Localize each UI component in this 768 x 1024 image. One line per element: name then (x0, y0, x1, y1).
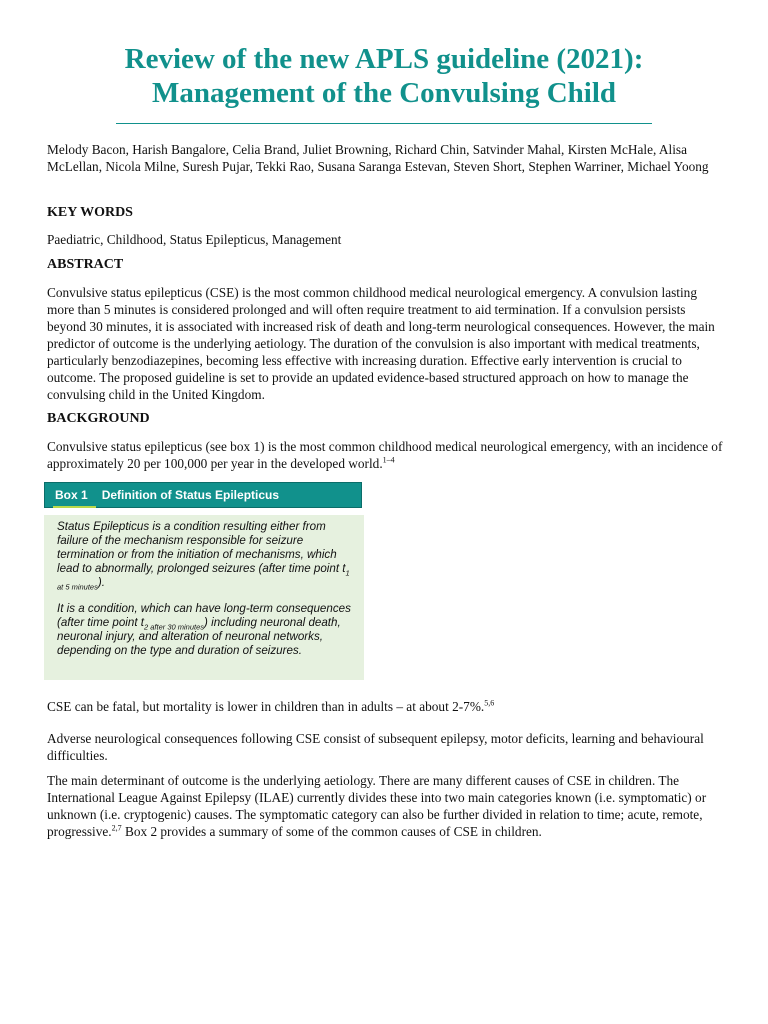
author-list: Melody Bacon, Harish Bangalore, Celia Brand, Juliet Browning, Richard Chin, Satvinder Mahal, Kirsten McHale, Alisa McLellan, Nicola Milne, Suresh Pujar, Tekki Rao, Susana Saranga Estevan, Steven Short, Stephen Warriner, Michael Yoong (47, 142, 709, 174)
paper-title (0, 42, 768, 110)
box1-paragraph-2 (57, 602, 352, 658)
background-paragraph-1 (47, 438, 727, 472)
box1-paragraph-1-end: ). (97, 576, 105, 589)
box1-title: Definition of Status Epilepticus (101, 488, 280, 502)
citation-ref: 1–4 (382, 455, 395, 465)
title-divider (116, 123, 652, 124)
box1-paragraph-1 (57, 520, 352, 590)
citation-ref: 2,7 (111, 823, 122, 833)
box1-paragraph-2-text: It is a condition, which can have long-term consequences (after time point t (57, 602, 351, 629)
box1-subscript-2: 2 after 30 minutes (144, 622, 205, 632)
keywords-heading: KEY WORDS (47, 205, 133, 220)
background-paragraph-3: Adverse neurological consequences following CSE consist of subsequent epilepsy, motor deficits, learning and behavioural difficulties. (47, 731, 704, 763)
title-line-1: Review of the new APLS guideline (2021): (124, 43, 644, 75)
background-paragraph-4 (47, 772, 727, 840)
box1-number: Box 1 (55, 488, 88, 502)
abstract-text: Convulsive status epilepticus (CSE) is the most common childhood medical neurological emergency. A convulsion lasting more than 5 minutes is considered prolonged and will often require treatment to aid termination. If a convulsion persists beyond 30 minutes, it is associated with increased risk of death and long-term neurological consequences. However, the main predictor of outcome is the underlying aetiology. The duration of the convulsion is also important with medical treatments, particularly benzodiazepines, becoming less effective with increasing duration. Effective early intervention is crucial to outcome. The proposed guideline is set to provide an updated evidence-based structured approach on how to manage the convulsing child in the United Kingdom. (47, 285, 715, 402)
background-paragraph-2 (47, 698, 727, 715)
keywords-text: Paediatric, Childhood, Status Epilepticus, Management (47, 232, 342, 247)
citation-ref: 5,6 (484, 698, 495, 708)
title-line-2: Management of the Convulsing Child (151, 77, 617, 109)
abstract-heading: ABSTRACT (47, 257, 124, 272)
box1-subscript-1: 1 at 5 minutes (57, 568, 350, 592)
box1-paragraph-2-end: ) including neuronal death, neuronal injury, and alteration of neuronal networks, depending on the type and duration of seizures. (57, 616, 341, 657)
box1-header (44, 482, 362, 508)
box1-body (44, 515, 364, 680)
background-paragraph-4-end: Box 2 provides a summary of some of the common causes of CSE in children. (121, 824, 542, 839)
box1-paragraph-1-text: Status Epilepticus is a condition resulting either from failure of the mechanism responsible for seizure termination or from the initiation of mechanisms, which lead to abnormally, prolonged seizures (after time point t (57, 520, 346, 575)
background-paragraph-4-text: The main determinant of outcome is the underlying aetiology. There are many different causes of CSE in children. The International League Against Epilepsy (ILAE) currently divides these into two main categories known (i.e. symptomatic) or unknown (i.e. cryptogenic) causes. The symptomatic category can also be further divided in relation to time; acute, remote, progressive. (47, 773, 707, 839)
background-heading: BACKGROUND (47, 411, 150, 426)
background-paragraph-1-text: Convulsive status epilepticus (see box 1) is the most common childhood medical neurological emergency, with an incidence of approximately 20 per 100,000 per year in the developed world. (47, 439, 723, 471)
background-paragraph-2-text: CSE can be fatal, but mortality is lower in children than in adults – at about 2-7%. (47, 699, 485, 714)
